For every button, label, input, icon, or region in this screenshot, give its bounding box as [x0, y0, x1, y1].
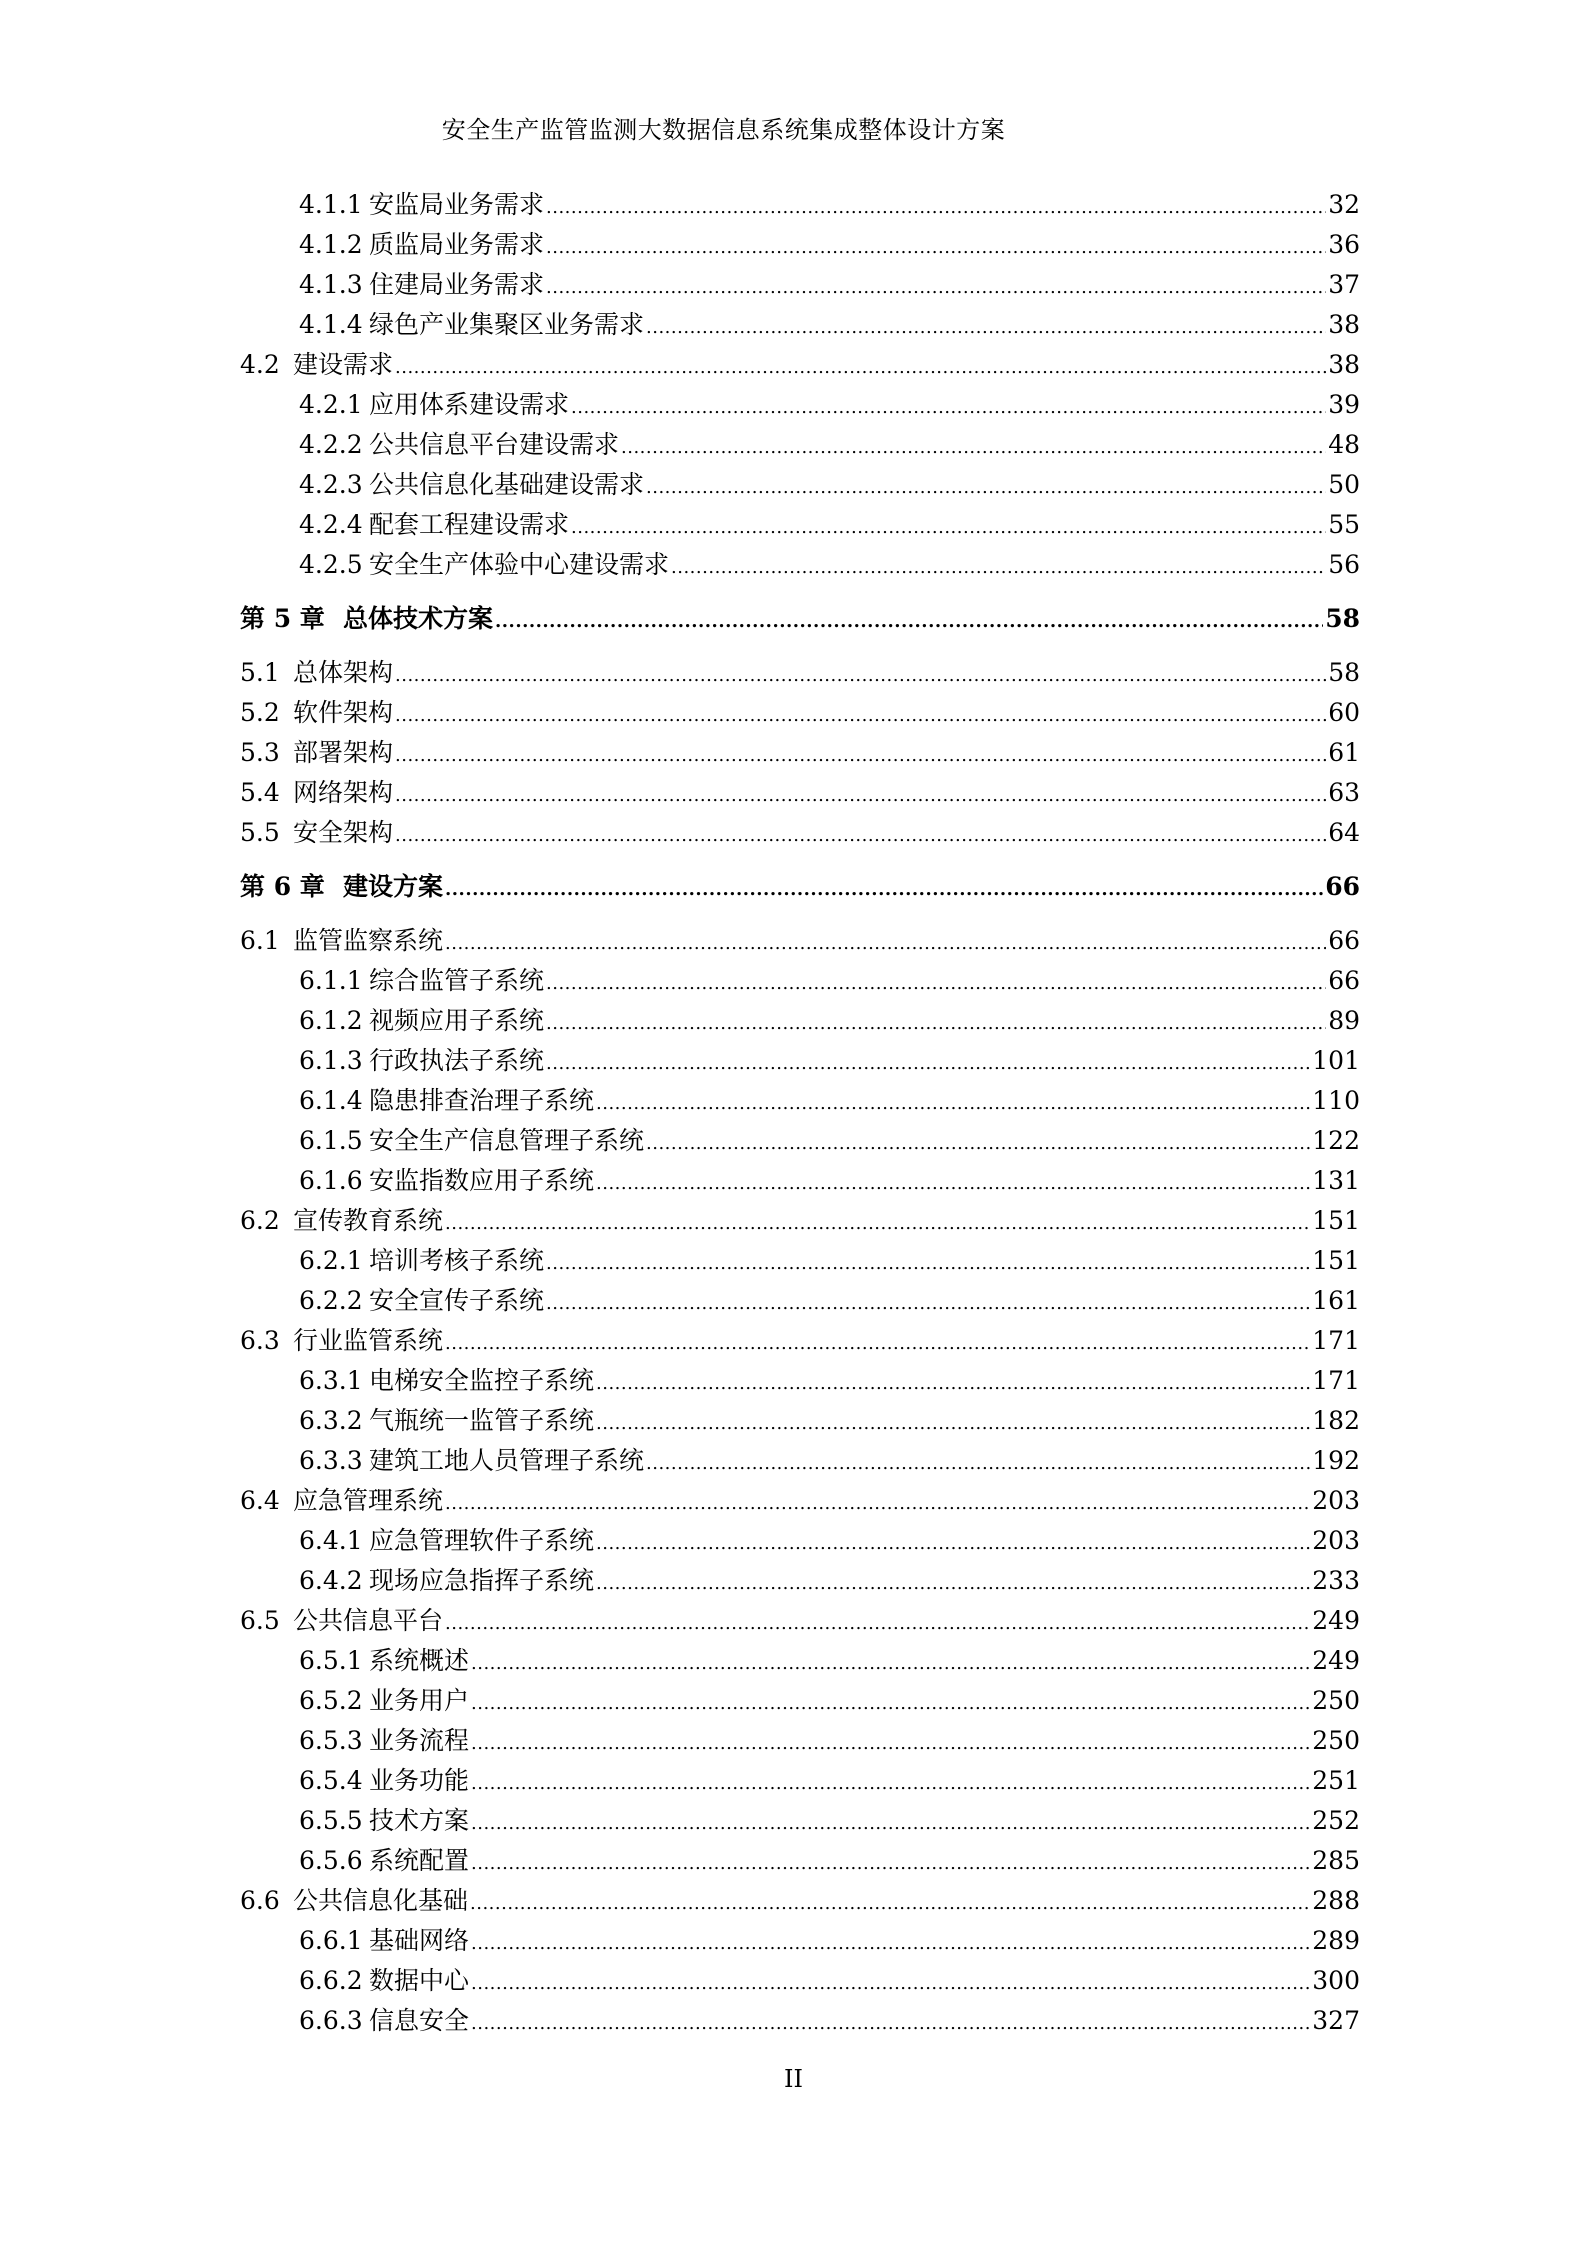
toc-entry[interactable]	[240, 1561, 1360, 1601]
toc-entry-number: 6.2	[240, 1206, 280, 1235]
dot-leader	[470, 1881, 1310, 1924]
toc-entry-title: 总体架构	[293, 658, 394, 687]
toc-entry-number: 5.1	[240, 658, 280, 687]
toc-entry-page: 249	[1312, 1606, 1360, 1635]
dot-leader	[395, 813, 1326, 856]
toc-entry-title: 数据中心	[369, 1966, 470, 1995]
toc-entry-title: 网络架构	[293, 778, 394, 807]
toc-entry-number: 6.4	[240, 1486, 280, 1515]
toc-entry-page: 55	[1328, 510, 1360, 539]
toc-entry-number: 6.1.5	[299, 1126, 363, 1155]
toc-entry-title: 应用体系建设需求	[369, 390, 570, 419]
toc-entry-page: 50	[1328, 470, 1360, 499]
toc-entry-page: 250	[1312, 1726, 1360, 1755]
toc-entry[interactable]	[240, 1881, 1360, 1921]
toc-entry-title: 住建局业务需求	[369, 270, 545, 299]
toc-entry-number: 6.1.2	[299, 1006, 363, 1035]
toc-entry-page: 252	[1312, 1806, 1360, 1835]
toc-entry[interactable]	[240, 1241, 1360, 1281]
dot-leader	[471, 1721, 1310, 1764]
toc-entry-number: 6.6.2	[299, 1966, 363, 1995]
dot-leader	[646, 1121, 1310, 1164]
toc-entry-title: 公共信息化基础建设需求	[369, 470, 645, 499]
toc-entry[interactable]	[240, 773, 1360, 813]
toc-entry-title: 系统配置	[369, 1846, 470, 1875]
toc-entry-title: 综合监管子系统	[369, 966, 545, 995]
dot-leader	[395, 693, 1326, 736]
toc-entry[interactable]	[240, 1961, 1360, 2001]
dot-leader	[445, 1321, 1310, 1364]
toc-entry[interactable]	[240, 1001, 1360, 1041]
toc-entry-number: 4.1.1	[299, 190, 363, 219]
toc-entry-title: 质监局业务需求	[369, 230, 545, 259]
toc-entry-number: 6.5.1	[299, 1646, 363, 1675]
toc-entry-page: 171	[1312, 1366, 1360, 1395]
toc-entry-number: 6.1	[240, 926, 280, 955]
dot-leader	[445, 1481, 1310, 1524]
toc-entry-page: 192	[1312, 1446, 1360, 1475]
toc-entry[interactable]	[240, 1801, 1360, 1841]
dot-leader	[546, 265, 1326, 308]
toc-entry[interactable]	[240, 1201, 1360, 1241]
toc-entry[interactable]	[240, 425, 1360, 465]
toc-entry-title: 应急管理系统	[293, 1486, 444, 1515]
toc-entry-page: 36	[1328, 230, 1360, 259]
toc-entry-page: 56	[1328, 550, 1360, 579]
dot-leader	[546, 1241, 1310, 1284]
toc-entry-page: 38	[1328, 350, 1360, 379]
toc-entry-title: 建设方案	[343, 872, 444, 901]
toc-entry-page: 288	[1312, 1886, 1360, 1915]
toc-entry-page: 203	[1312, 1526, 1360, 1555]
toc-entry-title: 业务用户	[369, 1686, 470, 1715]
toc-entry-title: 监管监察系统	[293, 926, 444, 955]
toc-entry-number: 4.2.5	[299, 550, 363, 579]
dot-leader	[546, 225, 1326, 268]
toc-entry-page: 151	[1312, 1206, 1360, 1235]
toc-entry-title: 建设需求	[293, 350, 394, 379]
page-footer	[0, 2065, 1587, 2093]
toc-entry[interactable]	[240, 1321, 1360, 1361]
toc-entry-title: 业务功能	[369, 1766, 470, 1795]
toc-entry[interactable]	[240, 225, 1360, 265]
toc-entry-page: 300	[1312, 1966, 1360, 1995]
toc-entry-number: 6.5.6	[299, 1846, 363, 1875]
toc-entry[interactable]	[240, 265, 1360, 305]
toc-entry[interactable]	[240, 385, 1360, 425]
toc-entry-title: 部署架构	[293, 738, 394, 767]
dot-leader	[621, 425, 1326, 468]
toc-entry-page: 66	[1325, 872, 1360, 901]
toc-entry[interactable]	[240, 1401, 1360, 1441]
toc-entry[interactable]	[240, 1761, 1360, 1801]
dot-leader	[596, 1081, 1310, 1124]
toc-entry-page: 60	[1328, 698, 1360, 727]
toc-entry-number: 6.1.1	[299, 966, 363, 995]
dot-leader	[395, 733, 1326, 776]
toc-entry-page: 61	[1328, 738, 1360, 767]
toc-entry[interactable]	[240, 2001, 1360, 2041]
dot-leader	[646, 305, 1326, 348]
dot-leader	[646, 465, 1326, 508]
dot-leader	[445, 1601, 1310, 1644]
dot-leader	[445, 921, 1326, 964]
toc-entry[interactable]	[240, 1841, 1360, 1881]
toc-entry-title: 安全宣传子系统	[369, 1286, 545, 1315]
toc-entry[interactable]	[240, 693, 1360, 733]
toc-entry[interactable]	[240, 1481, 1360, 1521]
toc-entry[interactable]	[240, 961, 1360, 1001]
toc-entry-page: 58	[1325, 604, 1360, 633]
toc-entry-page: 38	[1328, 310, 1360, 339]
toc-entry-title: 建筑工地人员管理子系统	[369, 1446, 645, 1475]
toc-entry-title: 安全生产信息管理子系统	[369, 1126, 645, 1155]
dot-leader	[546, 961, 1326, 1004]
toc-entry-page: 63	[1328, 778, 1360, 807]
dot-leader	[471, 1801, 1310, 1844]
document-title: 安全生产监管监测大数据信息系统集成整体设计方案	[441, 116, 1006, 144]
toc-entry-title: 行业监管系统	[293, 1326, 444, 1355]
dot-leader	[596, 1161, 1310, 1204]
toc-entry-page: 151	[1312, 1246, 1360, 1275]
dot-leader	[596, 1361, 1310, 1404]
toc-entry[interactable]	[240, 505, 1360, 545]
toc-entry[interactable]	[240, 1121, 1360, 1161]
toc-entry-number: 4.2	[240, 350, 280, 379]
dot-leader	[471, 1641, 1310, 1684]
toc-entry-page: 171	[1312, 1326, 1360, 1355]
toc-entry-number: 6.5.4	[299, 1766, 363, 1795]
toc-entry-title: 宣传教育系统	[293, 1206, 444, 1235]
toc-entry-number: 6.4.1	[299, 1526, 363, 1555]
dot-leader	[471, 2001, 1310, 2044]
toc-chapter-entry[interactable]	[240, 867, 1360, 907]
dot-leader	[596, 1561, 1310, 1604]
toc-entry[interactable]	[240, 1081, 1360, 1121]
toc-entry-title: 视频应用子系统	[369, 1006, 545, 1035]
toc-entry[interactable]	[240, 921, 1360, 961]
dot-leader	[596, 1401, 1310, 1444]
page-number: II	[784, 2065, 803, 2093]
toc-entry[interactable]	[240, 1641, 1360, 1681]
toc-entry-page: 37	[1328, 270, 1360, 299]
toc-entry-page: 110	[1312, 1086, 1360, 1115]
toc-entry-number: 第 6 章	[240, 872, 325, 901]
dot-leader	[471, 1761, 1310, 1804]
dot-leader	[495, 599, 1323, 642]
toc-entry-page: 32	[1328, 190, 1360, 219]
toc-entry[interactable]	[240, 1681, 1360, 1721]
toc-entry-title: 行政执法子系统	[369, 1046, 545, 1075]
toc-entry[interactable]	[240, 1441, 1360, 1481]
dot-leader	[671, 545, 1326, 588]
toc-entry-number: 6.6.3	[299, 2006, 363, 2035]
toc-entry-title: 技术方案	[369, 1806, 470, 1835]
toc-entry-page: 251	[1312, 1766, 1360, 1795]
toc-entry-number: 6.5	[240, 1606, 280, 1635]
toc-entry[interactable]	[240, 1521, 1360, 1561]
toc-entry-number: 5.3	[240, 738, 280, 767]
dot-leader	[445, 1201, 1310, 1244]
toc-entry-page: 249	[1312, 1646, 1360, 1675]
toc-entry-title: 隐患排查治理子系统	[369, 1086, 595, 1115]
dot-leader	[646, 1441, 1310, 1484]
toc-entry-page: 289	[1312, 1926, 1360, 1955]
toc-entry-number: 6.2.2	[299, 1286, 363, 1315]
toc-entry[interactable]	[240, 305, 1360, 345]
dot-leader	[546, 1041, 1310, 1084]
toc-entry-number: 6.5.3	[299, 1726, 363, 1755]
toc-entry[interactable]	[240, 1721, 1360, 1761]
toc-entry-title: 应急管理软件子系统	[369, 1526, 595, 1555]
toc-entry-page: 285	[1312, 1846, 1360, 1875]
dot-leader	[596, 1521, 1310, 1564]
dot-leader	[471, 1921, 1310, 1964]
toc-entry-title: 业务流程	[369, 1726, 470, 1755]
toc-entry-number: 6.6.1	[299, 1926, 363, 1955]
toc-entry-page: 89	[1328, 1006, 1360, 1035]
toc-entry[interactable]	[240, 185, 1360, 225]
dot-leader	[546, 1281, 1310, 1324]
dot-leader	[395, 653, 1326, 696]
toc-entry-number: 6.4.2	[299, 1566, 363, 1595]
toc-entry-page: 66	[1328, 966, 1360, 995]
toc-entry-page: 161	[1312, 1286, 1360, 1315]
dot-leader	[445, 867, 1323, 910]
toc-entry[interactable]	[240, 653, 1360, 693]
toc-entry-number: 4.2.3	[299, 470, 363, 499]
toc-entry-title: 安全架构	[293, 818, 394, 847]
toc-entry-title: 公共信息平台	[293, 1606, 444, 1635]
toc-entry-number: 6.3.1	[299, 1366, 363, 1395]
toc-entry[interactable]	[240, 1921, 1360, 1961]
toc-entry-number: 6.2.1	[299, 1246, 363, 1275]
dot-leader	[471, 1681, 1310, 1724]
toc-entry-title: 基础网络	[369, 1926, 470, 1955]
toc-entry-title: 总体技术方案	[343, 604, 494, 633]
toc-entry-number: 6.6	[240, 1886, 280, 1915]
toc-entry-number: 4.2.2	[299, 430, 363, 459]
page-header	[0, 110, 1587, 145]
toc-entry-page: 39	[1328, 390, 1360, 419]
toc-entry-number: 4.2.1	[299, 390, 363, 419]
toc-entry-number: 6.5.5	[299, 1806, 363, 1835]
toc-entry-title: 安监局业务需求	[369, 190, 545, 219]
toc-entry[interactable]	[240, 1281, 1360, 1321]
dot-leader	[571, 505, 1326, 548]
toc-entry-title: 软件架构	[293, 698, 394, 727]
toc-entry-number: 6.3.2	[299, 1406, 363, 1435]
toc-entry-page: 58	[1328, 658, 1360, 687]
dot-leader	[546, 1001, 1326, 1044]
toc-entry-title: 安监指数应用子系统	[369, 1166, 595, 1195]
toc-entry-number: 4.1.4	[299, 310, 363, 339]
toc-entry-number: 第 5 章	[240, 604, 325, 633]
toc-chapter-entry[interactable]	[240, 599, 1360, 639]
toc-entry[interactable]	[240, 545, 1360, 585]
toc-entry[interactable]	[240, 1601, 1360, 1641]
toc-entry-page: 66	[1328, 926, 1360, 955]
toc-entry-title: 系统概述	[369, 1646, 470, 1675]
table-of-contents	[240, 185, 1360, 2041]
toc-entry-page: 203	[1312, 1486, 1360, 1515]
toc-entry-page: 48	[1328, 430, 1360, 459]
toc-entry-title: 绿色产业集聚区业务需求	[369, 310, 645, 339]
toc-entry[interactable]	[240, 733, 1360, 773]
toc-entry-page: 233	[1312, 1566, 1360, 1595]
toc-entry-number: 4.1.3	[299, 270, 363, 299]
dot-leader	[395, 345, 1326, 388]
toc-entry-number: 6.3	[240, 1326, 280, 1355]
toc-entry-number: 5.5	[240, 818, 280, 847]
dot-leader	[395, 773, 1326, 816]
toc-entry-number: 6.1.3	[299, 1046, 363, 1075]
toc-entry-title: 培训考核子系统	[369, 1246, 545, 1275]
toc-entry-title: 现场应急指挥子系统	[369, 1566, 595, 1595]
toc-entry-number: 5.2	[240, 698, 280, 727]
dot-leader	[546, 185, 1326, 228]
toc-entry[interactable]	[240, 1161, 1360, 1201]
toc-entry-page: 64	[1328, 818, 1360, 847]
dot-leader	[471, 1961, 1310, 2004]
toc-entry-title: 配套工程建设需求	[369, 510, 570, 539]
toc-entry-number: 5.4	[240, 778, 280, 807]
toc-entry[interactable]	[240, 345, 1360, 385]
toc-entry[interactable]	[240, 813, 1360, 853]
toc-entry-number: 6.3.3	[299, 1446, 363, 1475]
toc-entry[interactable]	[240, 1361, 1360, 1401]
toc-entry[interactable]	[240, 465, 1360, 505]
toc-entry-number: 6.1.6	[299, 1166, 363, 1195]
toc-entry-page: 327	[1312, 2006, 1360, 2035]
toc-entry[interactable]	[240, 1041, 1360, 1081]
toc-entry-number: 4.1.2	[299, 230, 363, 259]
toc-entry-number: 4.2.4	[299, 510, 363, 539]
dot-leader	[471, 1841, 1310, 1884]
toc-entry-number: 6.1.4	[299, 1086, 363, 1115]
toc-entry-page: 182	[1312, 1406, 1360, 1435]
toc-entry-title: 气瓶统一监管子系统	[369, 1406, 595, 1435]
toc-entry-page: 250	[1312, 1686, 1360, 1715]
toc-entry-page: 101	[1312, 1046, 1360, 1075]
toc-entry-title: 信息安全	[369, 2006, 470, 2035]
toc-entry-title: 公共信息平台建设需求	[369, 430, 620, 459]
toc-entry-number: 6.5.2	[299, 1686, 363, 1715]
toc-entry-title: 安全生产体验中心建设需求	[369, 550, 670, 579]
toc-entry-title: 电梯安全监控子系统	[369, 1366, 595, 1395]
dot-leader	[571, 385, 1326, 428]
toc-entry-page: 131	[1312, 1166, 1360, 1195]
toc-entry-page: 122	[1312, 1126, 1360, 1155]
toc-entry-title: 公共信息化基础	[293, 1886, 469, 1915]
